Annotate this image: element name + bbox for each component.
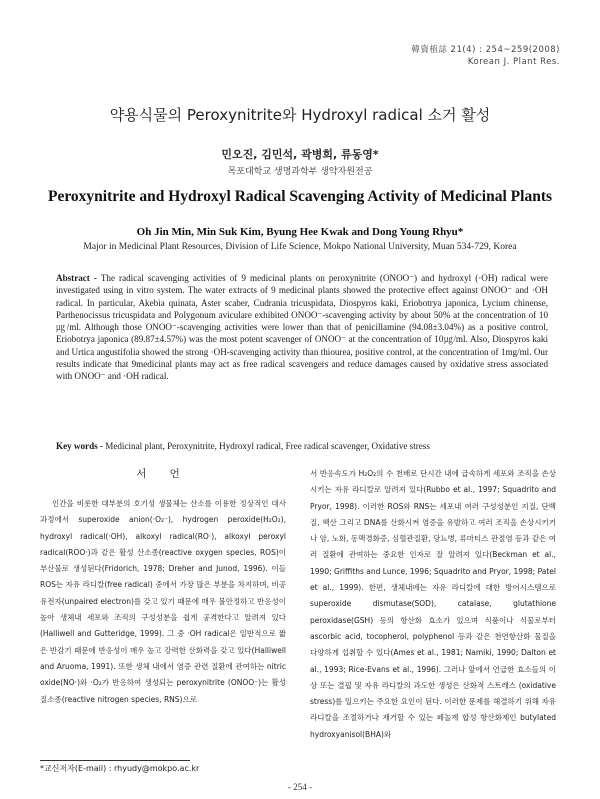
section-heading: 서 언 (136, 468, 190, 480)
korean-title: 약용식물의 Peroxynitrite와 Hydroxyl radical 소거 활성 (109, 106, 491, 124)
footnote-divider (40, 760, 190, 761)
korean-affiliation: 목포대학교 생명과학부 생약자원전공 (227, 167, 373, 177)
journal-header (260, 44, 560, 68)
journal-name: Korean J. Plant Res. (467, 57, 560, 67)
abstract-text: The radical scavenging activities of 9 medicinal plants on peroxynitrite (ONOO⁻) and hydroxyl (·OH) radical were investigated using in vitro system. The water extracts of 9 medicinal plants showed the protective effect against ONOO⁻ and ·OH radical. In particular, Akebia quinata, Aster scaber, Cudrania tricuspidata, Diospyros kaki, Eriobotrya japonica, Lycium chinense, Parthenocissus tricuspidata and Polygonum aviculare exhibited ONOO⁻-scavenging activity by about 50% at the concentration of 10㎍/ml. Although those ONOO⁻-scavenging activities were lower than that of penicillamine (94.08±3.04%) as a positive control, Eriobotrya japonica (89.87±4.57%) was the most potent scavenger of ONOO⁻ at the concentration of 10㎍/ml. Also, Diospyros kaki and Urtica angustifolia showed the strong ·OH-scavenging activity than thiourea, positive control, at the concentration of 1mg/ml. Our results indicate that 9medicinal plants may act as free radical scavengers and reduce damages caused by oxidative stress associated with ONOO⁻ and ·OH radical. (56, 273, 548, 382)
page-number: - 254 - (288, 782, 312, 792)
keywords-text: Medicinal plant, Peroxynitrite, Hydroxyl radical, Free radical scavenger, Oxidative stress (102, 441, 430, 451)
body-column-right (310, 466, 556, 743)
body-paragraph-left: 인간을 비롯한 대부분의 호기성 생물체는 산소를 이용한 정상적인 대사 과정에서 superoxide anion(·O₂⁻), hydrogen peroxide(H₂O₂), hydroxyl radical(·OH), alkoxyl radical(RO·), alkoxyl peroxyl radical(ROO·)과 같은 활성 산소종(reactive oxygen species, ROS)이 부산물로 생성된다(Fridorich, 1978; Dreher and Junod, 1996). 이들 ROS는 자유 라디칼(free radical) 중에서 가장 많은 부분을 차지하며, 비공유전자(unpaired electron)를 갖고 있기 때문에 매우 불안정하고 반응성이 높아 생체내 세포와 조직의 구성성분을 쉽게 공격한다고 알려져 있다(Halliwell and Gutteridge, 1999). 그 중 ·OH radical은 일반적으로 짧은 반감기 때문에 반응성이 매우 높고 강력한 산화력을 갖고 있다(Halliwell and Aruoma, 1991). 또한 생체 내에서 염증 관련 질환에 관여하는 nitric oxide(NO·)와 ·O₂가 반응하여 생성되는 peroxynitrite (ONOO⁻)는 활성질소종(reactive nitrogen species, RNS)으로 (40, 499, 286, 704)
abstract-label: Abstract - (56, 273, 97, 283)
keywords (56, 440, 548, 452)
abstract (56, 272, 548, 383)
english-authors: Oh Jin Min, Min Suk Kim, Byung Hee Kwak and Dong Young Rhyu* (136, 226, 464, 238)
journal-citation: 韓資植誌 21(4) : 254~259(2008) (411, 45, 560, 55)
corresponding-author-footnote: *교신저자(E-mail) : rhyudy@mokpo.ac.kr (40, 764, 200, 773)
korean-authors: 민오진, 김민석, 곽병희, 류동영* (221, 148, 379, 161)
body-column-left (40, 466, 286, 708)
english-affiliation: Major in Medicinal Plant Resources, Division of Life Science, Mokpo National University, Muan 534-729, Korea (83, 242, 517, 252)
body-paragraph-right: 서 반응속도가 H₂O₂의 수 천배로 단시간 내에 급속하게 세포와 조직을 손상시키는 자유 라디칼로 알려져 있다(Rubbo et al., 1997; Squadrito and Pryor, 1998). 이러한 ROS와 RNS는 세포내 여러 구성성분인 지질, 단백질, 핵산 그리고 DNA를 산화시켜 염증을 유발하고 여러 조직을 손상시키거나 암, 노화, 동맥경화증, 심혈관질환, 당뇨병, 류마티스 관절염 등과 같은 여러 질환에 관여하는 중요한 인자로 잘 알려져 있다(Beckman et al., 1990; Griffiths and Lunce, 1996; Squadrito and Pryor, 1998; Patel et al., 1999). 한편, 생체내에는 자유 라디칼에 대한 방어시스템으로 superoxide dismutase(SOD), catalase, glutathione peroxidase(GSH) 등의 항산화 효소가 있으며 식품이나 식물로부터 ascorbic acid, tocopherol, polyphenol 등과 같은 천연항산화 물질을 다양하게 섭취할 수 있다(Ames et al., 1981; Namiki, 1990; Dalton et al., 1993; Rice-Evans et al., 1996). 그러나 앞에서 언급한 효소들의 이상 또는 결핍 및 자유 라디칼의 과도한 생성은 산화적 스트레스 (oxidative stress)를 일으키는 주요한 요인이 된다. 이러한 문제를 해결하기 위해 자유 라디칼을 조절하거나 제거할 수 있는 페놀계 합성 항산화제인 butylated hydroxyanisol(BHA)와 (310, 469, 556, 739)
english-title: Peroxynitrite and Hydroxyl Radical Scavenging Activity of Medicinal Plants (47, 188, 553, 205)
keywords-label: Key words - (56, 441, 103, 451)
